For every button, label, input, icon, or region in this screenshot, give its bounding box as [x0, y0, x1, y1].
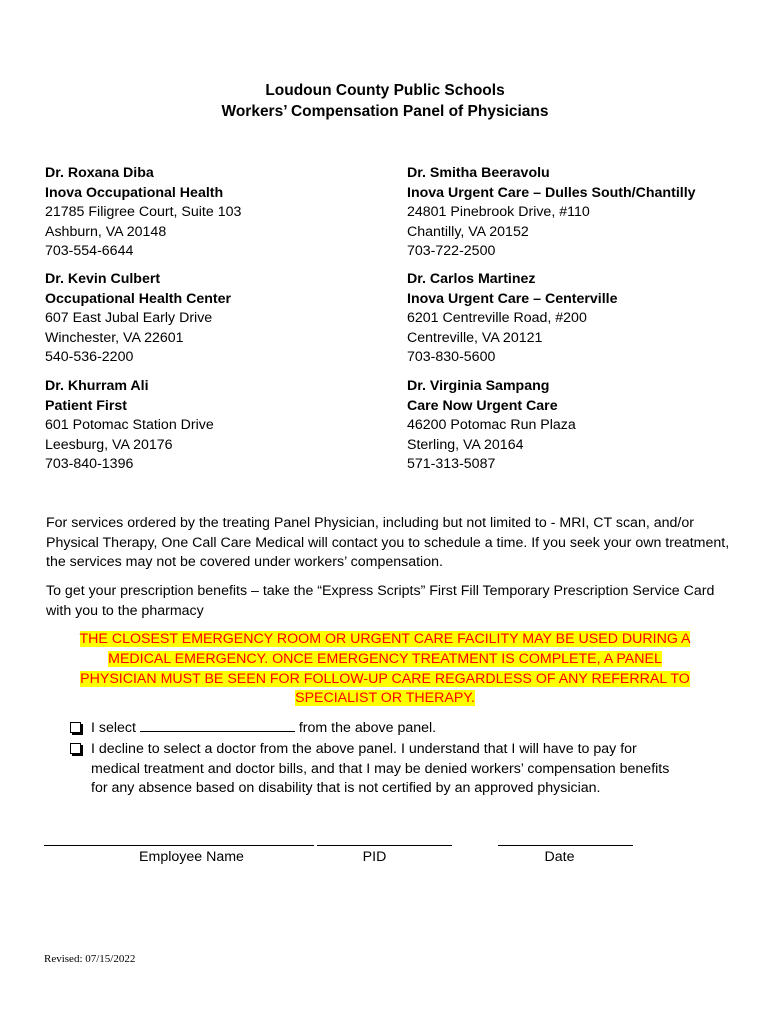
date-label: Date: [544, 849, 575, 865]
emergency-warning: [40, 630, 730, 709]
physician-name: Dr. Roxana Diba: [45, 165, 154, 181]
physician-entry: [407, 270, 618, 368]
employee-name-line[interactable]: [44, 845, 314, 846]
physician-city: Sterling, VA 20164: [407, 436, 524, 453]
select-physician-checkbox[interactable]: [70, 722, 81, 733]
warning-line-4: SPECIALIST OR THERAPY.: [295, 690, 475, 707]
physician-entry: [407, 164, 696, 262]
physician-city: Winchester, VA 22601: [45, 329, 184, 346]
employee-name-label: Employee Name: [139, 849, 244, 865]
physician-address: 24801 Pinebrook Drive, #110: [407, 204, 590, 220]
physician-phone: 703-554-6644: [45, 243, 134, 259]
physician-entry: [45, 270, 231, 368]
physician-address: 607 East Jubal Early Drive: [45, 310, 213, 326]
physician-name: Dr. Khurram Ali: [45, 378, 149, 394]
decline-physician-option: [91, 740, 741, 799]
physician-entry: [45, 377, 214, 475]
pid-label: PID: [362, 849, 387, 865]
date-line[interactable]: [498, 845, 633, 846]
revised-date: Revised: 07/15/2022: [44, 953, 136, 965]
physician-name: Dr. Kevin Culbert: [45, 271, 161, 287]
title-line-2: Workers’ Compensation Panel of Physicians: [221, 103, 549, 120]
physician-city: Ashburn, VA 20148: [45, 223, 167, 240]
warning-line-1: THE CLOSEST EMERGENCY ROOM OR URGENT CARE FACILITY MAY BE USED DURING A: [79, 631, 691, 647]
physician-city: Leesburg, VA 20176: [45, 436, 173, 453]
physician-org: Inova Urgent Care – Centerville: [407, 290, 618, 307]
physician-org: Patient First: [45, 397, 127, 414]
physician-org: Inova Occupational Health: [45, 184, 224, 201]
physician-name: Dr. Smitha Beeravolu: [407, 165, 550, 181]
physician-address: 6201 Centreville Road, #200: [407, 310, 587, 326]
physician-entry: [45, 164, 241, 262]
decline-line-3: for any absence based on disability that is not certified by an approved physician.: [91, 780, 601, 796]
decline-line-1: I decline to select a doctor from the above panel. I understand that I will have to pay for: [91, 741, 637, 757]
physician-org: Care Now Urgent Care: [407, 397, 558, 414]
physician-org: Occupational Health Center: [45, 290, 232, 307]
physician-phone: 703-830-5600: [407, 349, 496, 365]
physician-entry: [407, 377, 576, 475]
physician-address: 601 Potomac Station Drive: [45, 417, 214, 433]
physician-city: Centreville, VA 20121: [407, 329, 543, 346]
pid-line[interactable]: [317, 845, 452, 846]
select-physician-option: [91, 719, 436, 739]
select-suffix: from the above panel.: [298, 720, 437, 736]
physician-phone: 571-313-5087: [407, 456, 496, 472]
services-paragraph: For services ordered by the treating Panel Physician, including but not limited to - MRI, CT scan, and/or Physical Therapy, One Call Care Medical will contact you to schedule a time. If you seek your own treatment, the services may not be covered under workers’ compensation.: [46, 515, 730, 570]
physician-name: Dr. Carlos Martinez: [407, 271, 536, 287]
document-title: [0, 80, 770, 122]
physician-address: 21785 Filigree Court, Suite 103: [45, 204, 242, 220]
physician-org: Inova Urgent Care – Dulles South/Chantilly: [407, 184, 696, 201]
prescription-paragraph: To get your prescription benefits – take the “Express Scripts” First Fill Temporary Prescription Service Card with you to the pharmacy: [46, 583, 715, 619]
warning-line-2: MEDICAL EMERGENCY. ONCE EMERGENCY TREATMENT IS COMPLETE, A PANEL: [108, 650, 662, 667]
physician-phone: 703-722-2500: [407, 243, 496, 259]
physician-choice-blank[interactable]: [140, 719, 295, 732]
physician-address: 46200 Potomac Run Plaza: [407, 417, 576, 433]
decline-physician-checkbox[interactable]: [70, 743, 81, 754]
warning-line-3: PHYSICIAN MUST BE SEEN FOR FOLLOW-UP CARE REGARDLESS OF ANY REFERRAL TO: [80, 670, 690, 687]
physician-name: Dr. Virginia Sampang: [407, 378, 550, 394]
physician-phone: 540-536-2200: [45, 349, 134, 365]
decline-line-2: medical treatment and doctor bills, and that I may be denied workers’ compensation benefits: [91, 760, 670, 777]
physician-city: Chantilly, VA 20152: [407, 223, 529, 240]
select-prefix: I select: [91, 720, 136, 736]
physician-phone: 703-840-1396: [45, 456, 134, 472]
title-line-1: Loudoun County Public Schools: [265, 82, 505, 99]
